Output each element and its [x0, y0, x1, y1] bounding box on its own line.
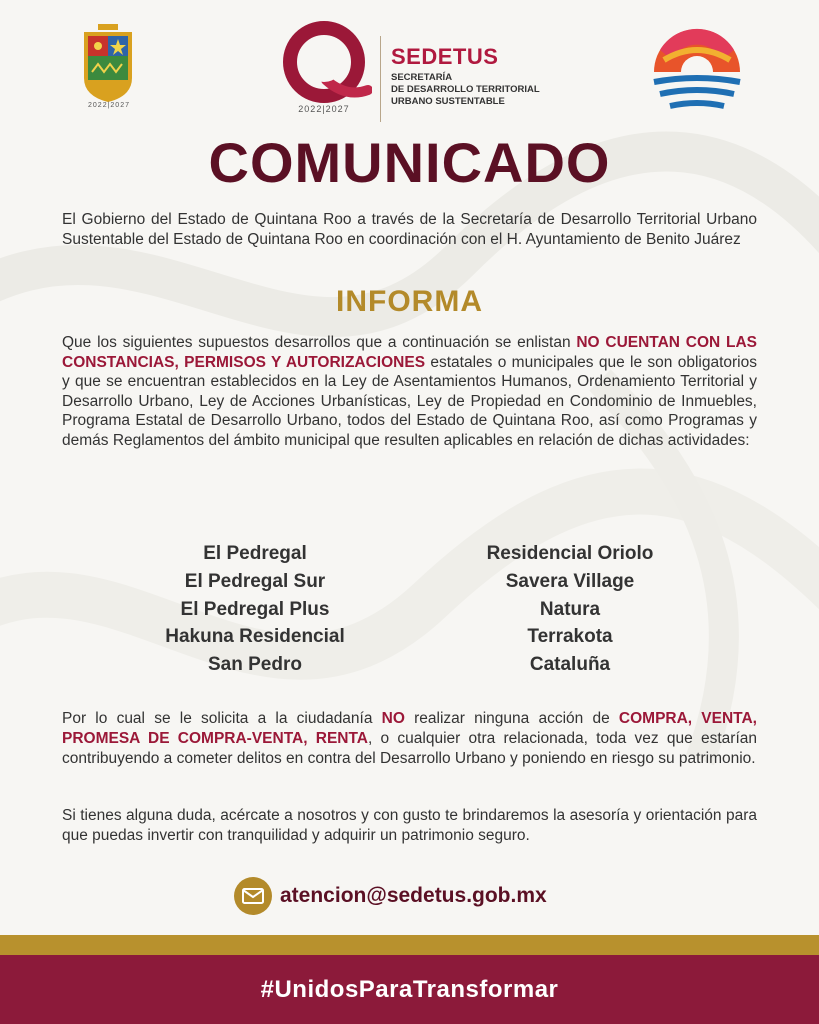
contact — [234, 876, 547, 916]
header — [0, 14, 819, 124]
list-item: San Pedro — [208, 654, 302, 676]
informa-heading: INFORMA — [336, 285, 483, 318]
list-item: Natura — [539, 598, 601, 620]
envelope-icon — [234, 877, 272, 915]
agency-subtitle — [391, 72, 591, 108]
agency-name: SEDETUS — [391, 44, 499, 69]
doubt-paragraph: Si tienes alguna duda, acércate a nosotros y con gusto te brindaremos la asesoría y orientación para que puedas invertir con tranquilidad y adquirir un patrimonio seguro. — [62, 807, 757, 844]
developments-list-right — [420, 540, 720, 679]
body-paragraph — [62, 333, 757, 450]
warning-mid: realizar ninguna acción de — [404, 710, 619, 727]
warning-lead: Por lo cual se le solicita a la ciudadanía — [62, 710, 382, 727]
warning-rest: , o cualquier otra relacionada, toda vez que estarían contribuyendo a cometer delitos en contra del Desarrollo Urbano y poniendo en riesgo su patrimonio. — [62, 730, 757, 767]
contact-email-link[interactable]: atencion@sedetus.gob.mx — [280, 884, 547, 907]
warning-actions: COMPRA, VENTA, PROMESA DE COMPRA-VENTA, RENTA — [62, 710, 757, 747]
footer-gold-stripe — [0, 935, 819, 955]
list-item: El Pedregal Plus — [180, 598, 330, 620]
agency-subtitle-line: URBANO SUSTENTABLE — [391, 96, 505, 107]
footer-banner — [0, 955, 819, 1024]
header-divider — [380, 36, 381, 122]
body-lead: Que los siguientes supuestos desarrollos que a continuación se enlistan — [62, 334, 577, 351]
agency-subtitle-line: SECRETARÍA — [391, 72, 453, 83]
agency-subtitle-line: DE DESARROLLO TERRITORIAL — [391, 84, 540, 95]
state-crest-years: 2022|2027 — [88, 102, 130, 109]
footer-hashtag: #UnidosParaTransformar — [260, 975, 559, 1003]
warning-no: NO — [381, 710, 405, 727]
intro-paragraph: El Gobierno del Estado de Quintana Roo a través de la Secretaría de Desarrollo Territorial Urbano Sustentable del Estado de Quintana Roo en coordinación con el H. Ayuntamiento de Benito Juárez — [62, 211, 757, 248]
list-item: Terrakota — [527, 626, 613, 648]
page-title: COMUNICADO — [208, 131, 611, 194]
list-item: Savera Village — [505, 570, 635, 592]
government-years: 2022|2027 — [298, 104, 350, 114]
developments-list-left — [110, 540, 400, 679]
state-crest-icon — [78, 20, 138, 112]
list-item: Residencial Oriolo — [486, 543, 654, 564]
list-item: Hakuna Residencial — [165, 626, 345, 648]
benito-juarez-sun-logo-icon — [650, 20, 744, 124]
list-item: El Pedregal Sur — [184, 570, 326, 592]
list-item: Cataluña — [529, 654, 611, 676]
warning-paragraph — [62, 709, 757, 769]
list-item: El Pedregal — [203, 543, 307, 564]
body-rest: estatales o municipales que le son obligatorios y que se encuentran establecidos en la Ley de Asentamientos Humanos, Ordenamiento Territorial y Desarrollo Urbano, Ley de Acciones Urbanísticas, Ley de Propiedad en Condominio de Inmuebles, Programa Estatal de Desarrollo Urbano, todos del Estado de Quintana Roo, así como Programas y demás Reglamentos del ámbito municipal que resulten aplicables en relación de dichas actividades: — [62, 353, 757, 449]
body-highlight: NO CUENTAN CON LAS CONSTANCIAS, PERMISOS Y AUTORIZACIONES — [62, 334, 757, 371]
